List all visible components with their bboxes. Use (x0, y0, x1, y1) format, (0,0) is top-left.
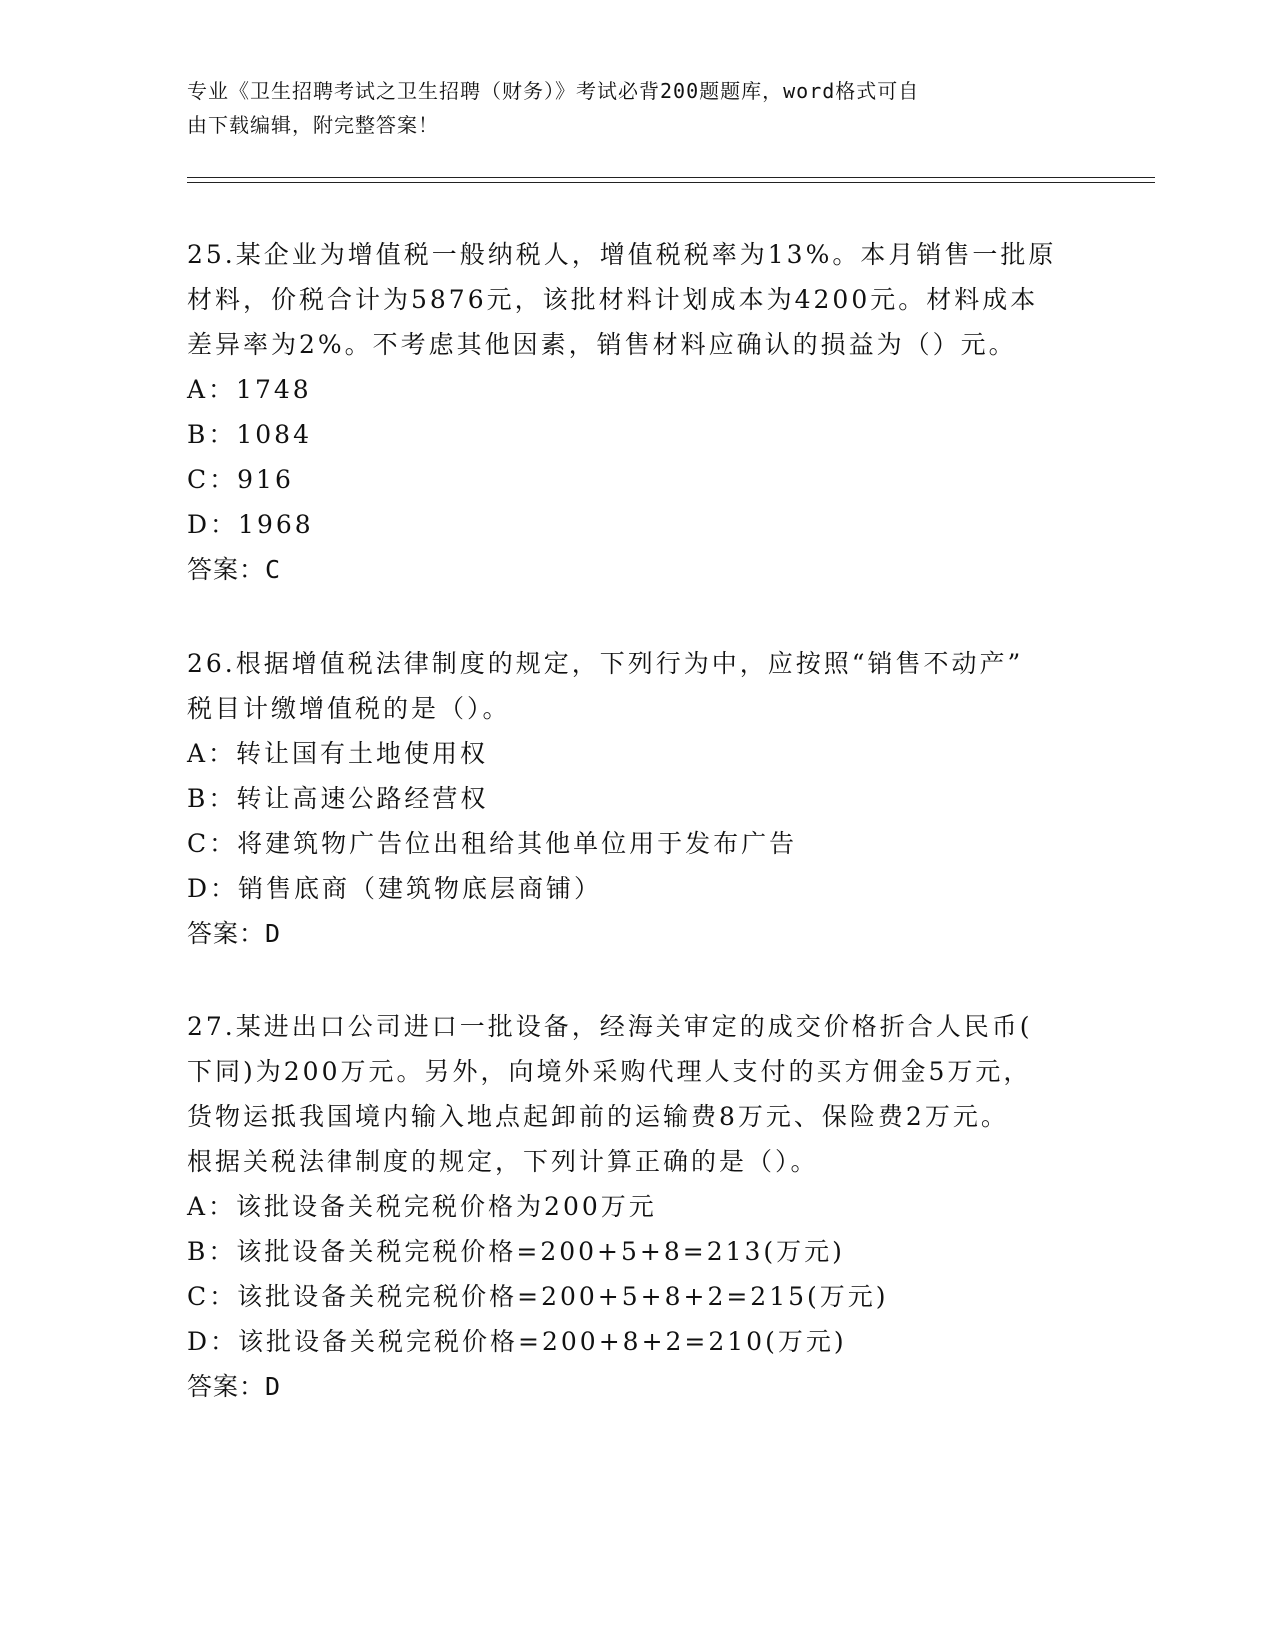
question-stem (187, 641, 1087, 731)
answer-key: 答案：D (187, 1372, 282, 1401)
option-d: D：销售底商（建筑物底层商铺） (187, 874, 603, 903)
option-c: C：该批设备关税完税价格=200+5+8+2=215(万元) (187, 1282, 889, 1311)
option-c: C：将建筑物广告位出租给其他单位用于发布广告 (187, 829, 798, 858)
question-stem-line: 下同)为200万元。另外，向境外采购代理人支付的买方佣金5万元， (187, 1057, 1032, 1086)
option-a: A：该批设备关税完税价格为200万元 (187, 1192, 657, 1221)
question-stem-line: 货物运抵我国境内输入地点起卸前的运输费8万元、保险费2万元。 (187, 1102, 1009, 1131)
question-stem-line: 材料，价税合计为5876元，该批材料计划成本为4200元。材料成本 (187, 285, 1039, 314)
option-d: D：该批设备关税完税价格=200+8+2=210(万元) (187, 1327, 847, 1356)
option-b: B：该批设备关税完税价格=200+5+8=213(万元) (187, 1237, 845, 1266)
option-a: A：1748 (187, 375, 312, 404)
question-stem-line: 27.某进出口公司进口一批设备，经海关审定的成交价格折合人民币( (187, 1012, 1033, 1041)
question-26 (187, 641, 1087, 956)
option-b: B：1084 (187, 420, 312, 449)
question-stem-line: 税目计缴增值税的是（）。 (187, 694, 511, 723)
question-stem (187, 232, 1087, 367)
question-stem-line: 25.某企业为增值税一般纳税人，增值税税率为13%。本月销售一批原 (187, 240, 1057, 269)
header-intro-line-1: 专业《卫生招聘考试之卫生招聘（财务）》考试必背200题题库，word格式可自 (187, 79, 920, 103)
document-header (187, 74, 1067, 142)
option-d: D：1968 (187, 510, 314, 539)
answer-key: 答案：C (187, 555, 282, 584)
question-stem-line: 根据关税法律制度的规定，下列计算正确的是（）。 (187, 1147, 819, 1176)
option-c: C：916 (187, 465, 294, 494)
header-intro-line-2: 由下载编辑，附完整答案！ (187, 113, 439, 137)
option-a: A：转让国有土地使用权 (187, 739, 489, 768)
question-25 (187, 232, 1087, 592)
question-stem (187, 1004, 1087, 1184)
header-divider-bottom (187, 182, 1155, 183)
question-27 (187, 1004, 1087, 1409)
option-b: B：转让高速公路经营权 (187, 784, 489, 813)
question-stem-line: 差异率为2%。不考虑其他因素，销售材料应确认的损益为（）元。 (187, 330, 1017, 359)
answer-key: 答案：D (187, 919, 282, 948)
header-divider-top (187, 177, 1155, 178)
question-stem-line: 26.根据增值税法律制度的规定，下列行为中，应按照“销售不动产” (187, 649, 1024, 678)
